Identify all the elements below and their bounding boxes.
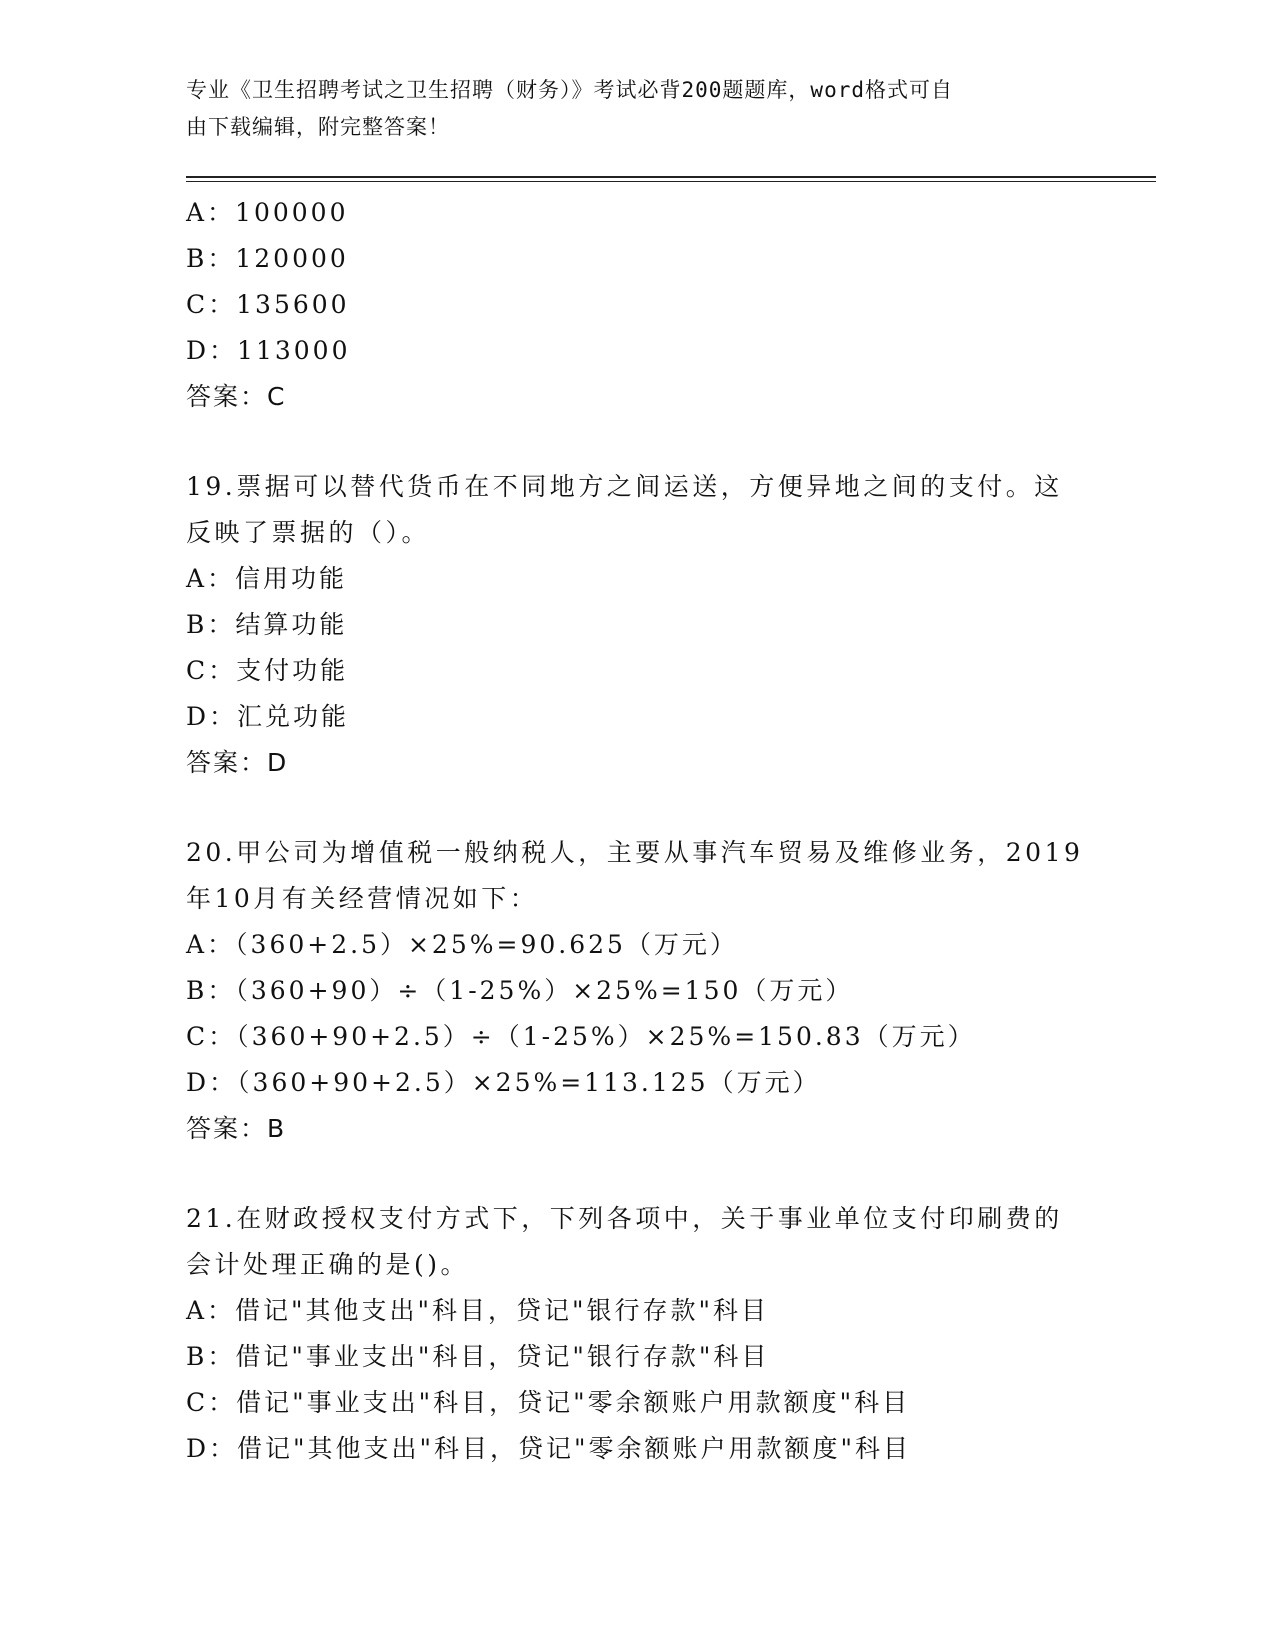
header-divider-thin [186, 181, 1156, 182]
header-title-line-1: 专业《卫生招聘考试之卫生招聘（财务）》考试必背200题题库，word格式可自 [186, 78, 953, 102]
option-c: C：借记"事业支出"科目，贷记"零余额账户用款额度"科目 [186, 1388, 911, 1417]
spacer [186, 420, 1086, 464]
option-d: D：汇兑功能 [186, 702, 350, 731]
option-b: B：结算功能 [186, 610, 348, 639]
question-stem-line-1: 21.在财政授权支付方式下，下列各项中，关于事业单位支付印刷费的 [186, 1204, 1063, 1233]
spacer [186, 1152, 1086, 1196]
option-d: D：（360+90+2.5）×25%=113.125（万元） [186, 1068, 821, 1097]
answer-line: 答案：C [186, 382, 287, 411]
question-stem-line-1: 19.票据可以替代货币在不同地方之间运送，方便异地之间的支付。这 [186, 472, 1063, 501]
answer-line: 答案：B [186, 1114, 287, 1143]
option-d: D：113000 [186, 336, 351, 365]
question-stem-line-2: 会计处理正确的是()。 [186, 1250, 470, 1279]
question-stem-line-2: 年10月有关经营情况如下： [186, 884, 539, 913]
question-21 [186, 1196, 1086, 1472]
question-20 [186, 830, 1086, 1152]
option-c: C：135600 [186, 290, 350, 319]
option-b: B：（360+90）÷（1-25%）×25%=150（万元） [186, 976, 854, 1005]
option-b: B：120000 [186, 244, 349, 273]
question-stem-line-1: 20.甲公司为增值税一般纳税人，主要从事汽车贸易及维修业务，2019 [186, 838, 1084, 867]
question-stem-line-2: 反映了票据的（）。 [186, 518, 431, 547]
question-19 [186, 464, 1086, 786]
question-list [186, 190, 1086, 1472]
option-a: A：100000 [186, 198, 349, 227]
spacer [186, 786, 1086, 830]
option-a: A：信用功能 [186, 564, 348, 593]
header-divider-thick [186, 176, 1156, 178]
option-a: A：（360+2.5）×25%=90.625（万元） [186, 930, 738, 959]
option-b: B：借记"事业支出"科目，贷记"银行存款"科目 [186, 1342, 770, 1371]
document-header [186, 72, 1066, 146]
option-a: A：借记"其他支出"科目，贷记"银行存款"科目 [186, 1296, 770, 1325]
answer-line: 答案：D [186, 748, 289, 777]
header-title-line-2: 由下载编辑，附完整答案！ [186, 115, 450, 139]
option-d: D：借记"其他支出"科目，贷记"零余额账户用款额度"科目 [186, 1434, 912, 1463]
question-18 [186, 190, 1086, 420]
option-c: C：支付功能 [186, 656, 349, 685]
option-c: C：（360+90+2.5）÷（1-25%）×25%=150.83（万元） [186, 1022, 976, 1051]
